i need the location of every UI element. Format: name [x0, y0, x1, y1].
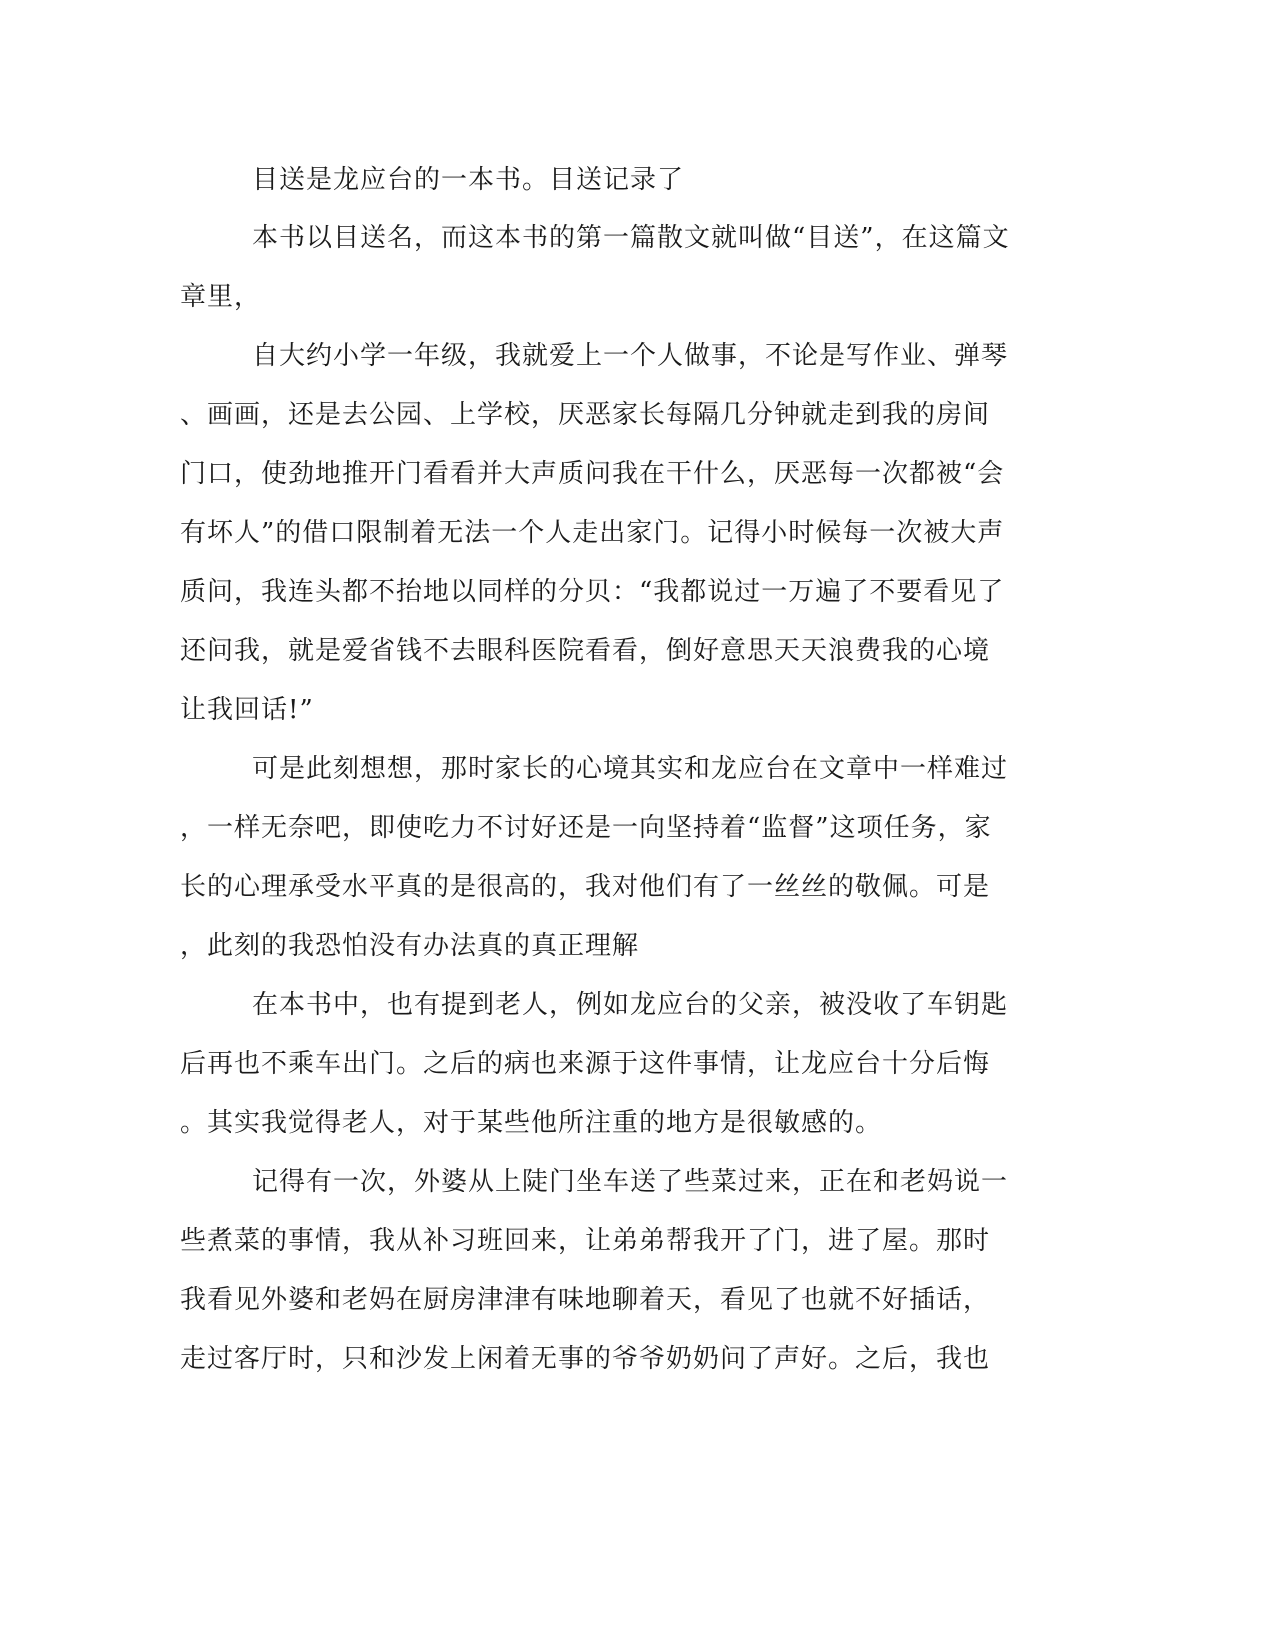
text-line: 记得有一次，外婆从上陡门坐车送了些菜过来，正在和老妈说一 — [252, 1167, 1009, 1197]
text-line: 还问我，就是爱省钱不去眼科医院看看，倒好意思天天浪费我的心境 — [180, 636, 991, 666]
text-line: 有坏人”的借口限制着无法一个人走出家门。记得小时候每一次被大声 — [180, 518, 1005, 548]
text-line: 些煮菜的事情，我从补习班回来，让弟弟帮我开了门，进了屋。那时 — [180, 1226, 991, 1256]
text-line: 门口，使劲地推开门看看并大声质问我在干什么，厌恶每一次都被“会 — [180, 459, 1005, 489]
text-line: 目送是龙应台的一本书。目送记录了 — [252, 165, 685, 195]
text-line: 后再也不乘车出门。之后的病也来源于这件事情，让龙应台十分后悔 — [180, 1049, 991, 1079]
text-line: 让我回话!” — [180, 695, 314, 725]
text-line: 在本书中，也有提到老人，例如龙应台的父亲，被没收了车钥匙 — [252, 990, 1009, 1020]
text-line: 本书以目送名，而这本书的第一篇散文就叫做“目送”，在这篇文 — [252, 223, 1010, 253]
text-line: 。其实我觉得老人，对于某些他所注重的地方是很敏感的。 — [180, 1108, 883, 1138]
text-line: 质问，我连头都不抬地以同样的分贝：“我都说过一万遍了不要看见了 — [180, 577, 1005, 607]
text-line: 自大约小学一年级，我就爱上一个人做事，不论是写作业、弹琴 — [252, 341, 1009, 371]
text-line: ，一样无奈吧，即使吃力不讨好还是一向坚持着“监督”这项任务，家 — [180, 813, 992, 843]
text-line: 可是此刻想想，那时家长的心境其实和龙应台在文章中一样难过 — [252, 754, 1009, 784]
text-line: 、画画，还是去公园、上学校，厌恶家长每隔几分钟就走到我的房间 — [180, 400, 991, 430]
text-line: 走过客厅时，只和沙发上闲着无事的爷爷奶奶问了声好。之后，我也 — [180, 1344, 991, 1374]
text-line: ，此刻的我恐怕没有办法真的真正理解 — [180, 931, 640, 961]
text-line: 章里， — [180, 282, 262, 312]
text-line: 长的心理承受水平真的是很高的，我对他们有了一丝丝的敬佩。可是 — [180, 872, 991, 902]
text-line: 我看见外婆和老妈在厨房津津有味地聊着天，看见了也就不好插话， — [180, 1285, 991, 1315]
